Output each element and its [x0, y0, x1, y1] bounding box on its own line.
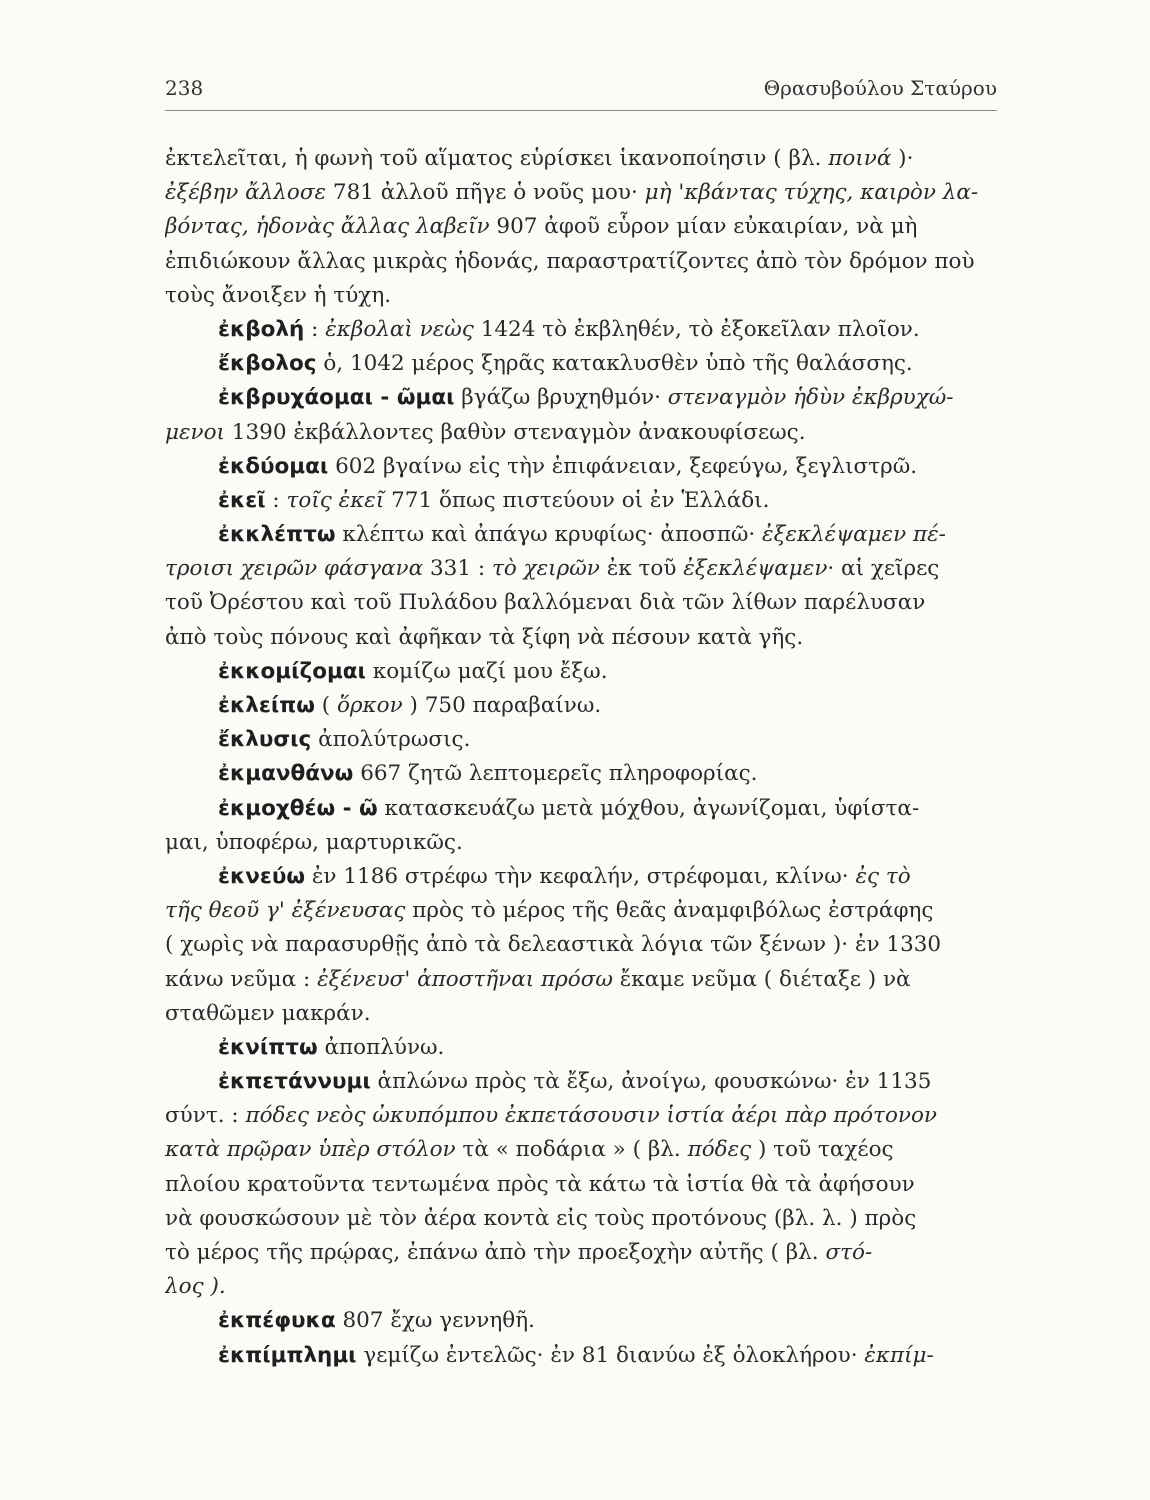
- text-line: [165, 1270, 997, 1304]
- text-line: [165, 210, 997, 244]
- headword: ἐκκλέπτω: [218, 522, 336, 548]
- italic-quote: κατὰ πρῷραν ὑπὲρ στόλον: [165, 1137, 456, 1163]
- headword: ἐκνεύω: [218, 863, 306, 889]
- text-line: [165, 586, 997, 620]
- text-span: ) τοῦ ταχέος: [751, 1137, 894, 1163]
- headword: ἐκβολή: [218, 316, 305, 342]
- entry-line: [165, 689, 997, 723]
- text-span: κομίζω μαζί μου ἔξω.: [365, 658, 608, 684]
- text-span: σύντ. :: [165, 1103, 246, 1129]
- headword: ἐκμοχθέω - ῶ: [218, 795, 378, 821]
- text-span: ἀπὸ τοὺς πόνους καὶ ἀφῆκαν τὰ ξίφη νὰ πέσουν κατὰ γῆς.: [165, 624, 804, 650]
- text-span: ἐν 1186 στρέφω τὴν κεφαλήν, στρέφομαι, κλίνω·: [305, 863, 856, 889]
- text-span: σταθῶμεν μακράν.: [165, 1000, 371, 1026]
- headword: ἐκκομίζομαι: [218, 658, 366, 684]
- italic-quote: ποινά: [828, 146, 892, 171]
- entry-line: [165, 313, 997, 347]
- text-span: · αἱ χεῖρες: [827, 556, 940, 582]
- italic-quote: ἐς τὸ: [855, 863, 911, 889]
- text-span: ἀποπλύνω.: [317, 1034, 445, 1060]
- text-span: 667 ζητῶ λεπτομερεῖς πληροφορίας.: [353, 761, 758, 787]
- text-span: ( χωρὶς νὰ παρασυρθῇς ἀπὸ τὰ δελεαστικὰ λόγια τῶν ξένων )· ἐν 1330: [165, 932, 942, 958]
- text-span: :: [265, 487, 287, 513]
- text-span: πλοίου κρατοῦντα τεντωμένα πρὸς τὰ κάτω τὰ ἱστία θὰ τὰ ἀφήσουν: [165, 1171, 915, 1197]
- entry-line: [165, 381, 997, 415]
- text-span: 807 ἔχω γεννηθῆ.: [335, 1308, 535, 1334]
- italic-quote: στό-: [825, 1240, 873, 1265]
- italic-quote: ὅρκον: [336, 693, 403, 718]
- italic-quote: τὸ χειρῶν: [491, 556, 600, 582]
- text-span: νὰ φουσκώσουν μὲ τὸν ἀέρα κοντὰ εἰς τοὺς προτόνους (βλ. λ. ) πρὸς: [165, 1205, 917, 1231]
- headword: ἐκπετάννυμι: [218, 1069, 371, 1095]
- italic-quote: ἐξένευσ' ἀποστῆναι πρόσω: [317, 966, 613, 992]
- text-line: [165, 1133, 997, 1167]
- entry-line: [165, 518, 997, 552]
- entry-line: [165, 723, 997, 757]
- italic-quote: τροισι χειρῶν φάσγανα: [165, 556, 424, 582]
- header-rule: [165, 110, 997, 111]
- text-span: 1390 ἐκβάλλοντες βαθὺν στεναγμὸν ἀνακουφίσεως.: [224, 419, 806, 445]
- text-line: [165, 894, 997, 928]
- page-number: 238: [165, 76, 204, 100]
- italic-quote: τῆς θεοῦ γ' ἐξένευσας: [165, 898, 406, 924]
- italic-quote: ἐξεκλέψαμεν: [683, 556, 828, 582]
- text-line: [165, 826, 997, 860]
- text-span: τὰ « ποδάρια » ( βλ.: [455, 1137, 688, 1163]
- text-line: [165, 997, 997, 1031]
- italic-quote: πόδες νεὸς ὠκυπόμπου ἐκπετάσουσιν ἱστία ἀέρι πὰρ πρότονον: [245, 1103, 937, 1129]
- entry-line: [165, 792, 997, 826]
- text-span: (: [314, 693, 337, 718]
- headword: ἔκβολος: [218, 351, 317, 377]
- text-line: [165, 416, 997, 450]
- italic-quote: ἐξεκλέψαμεν πέ-: [762, 522, 946, 548]
- italic-quote: βόντας, ἡδονὰς ἄλλας λαβεῖν: [165, 214, 490, 240]
- text-line: [165, 1236, 997, 1270]
- entry-line: [165, 1031, 997, 1065]
- text-span: ἁπλώνω πρὸς τὰ ἔξω, ἀνοίγω, φουσκώνω· ἐν 1135: [370, 1069, 932, 1095]
- text-line: [165, 142, 997, 176]
- text-span: μαι, ὑποφέρω, μαρτυρικῶς.: [165, 829, 463, 855]
- text-span: κάνω νεῦμα :: [165, 966, 318, 992]
- text-line: [165, 1099, 997, 1133]
- headword: ἐκπίμπλημι: [218, 1342, 357, 1368]
- entry-line: [165, 450, 997, 484]
- entry-line: [165, 860, 997, 894]
- text-span: ἐκτελεῖται, ἡ φωνὴ τοῦ αἵματος εὑρίσκει ἱκανοποίησιν ( βλ.: [165, 146, 829, 171]
- entry-line: [165, 1065, 997, 1099]
- running-title: Θρασυβούλου Σταύρου: [763, 76, 997, 100]
- entry-line: [165, 1339, 997, 1373]
- entry-line: [165, 484, 997, 518]
- italic-quote: λος ).: [165, 1274, 226, 1300]
- text-span: 781 ἀλλοῦ πῆγε ὁ νοῦς μου·: [326, 180, 645, 206]
- italic-quote: ἐξέβην ἄλλοσε: [165, 180, 327, 206]
- text-span: :: [304, 316, 326, 342]
- headword: ἐκβρυχάομαι - ῶμαι: [218, 385, 455, 411]
- text-line: [165, 279, 997, 313]
- headword: ἐκνίπτω: [218, 1034, 318, 1060]
- text-span: τοὺς ἄνοιξεν ἡ τύχη.: [165, 282, 392, 308]
- page-header: [165, 76, 997, 106]
- text-line: [165, 552, 997, 586]
- text-span: ἐκ τοῦ: [599, 556, 684, 582]
- text-span: πρὸς τὸ μέρος τῆς θεᾶς ἀναμφιβόλως ἐστράφης: [405, 898, 934, 924]
- entry-line: [165, 757, 997, 791]
- text-span: 1424 τὸ ἐκβληθέν, τὸ ἐξοκεῖλαν πλοῖον.: [473, 316, 920, 342]
- text-line: [165, 245, 997, 279]
- italic-quote: ἐκβολαὶ νεὼς: [325, 316, 474, 342]
- italic-quote: στεναγμὸν ἡδὺν ἐκβρυχώ-: [667, 385, 954, 411]
- text-span: βγάζω βρυχηθμόν·: [454, 385, 668, 411]
- text-span: τοῦ Ὀρέστου καὶ τοῦ Πυλάδου βαλλόμεναι διὰ τῶν λίθων παρέλυσαν: [165, 590, 926, 616]
- text-span: ) 750 παραβαίνω.: [402, 693, 602, 718]
- headword: ἐκεῖ: [218, 487, 266, 513]
- headword: ἐκλείπω: [218, 693, 315, 718]
- text-span: τὸ μέρος τῆς πρῴρας, ἐπάνω ἀπὸ τὴν προεξοχὴν αὐτῆς ( βλ.: [165, 1240, 826, 1265]
- text-span: ἐπιδιώκουν ἄλλας μικρὰς ἡδονάς, παραστρατίζοντες ἀπὸ τὸν δρόμον ποὺ: [165, 248, 975, 274]
- italic-quote: μενοι: [165, 419, 225, 445]
- text-line: [165, 621, 997, 655]
- headword: ἐκμανθάνω: [218, 761, 354, 787]
- text-line: [165, 1168, 997, 1202]
- text-span: ἀπολύτρωσις.: [311, 727, 471, 753]
- headword: ἐκπέφυκα: [218, 1308, 336, 1334]
- text-span: 907 ἀφοῦ εὗρον μίαν εὐκαιρίαν, νὰ μὴ: [489, 214, 918, 240]
- headword: ἐκδύομαι: [218, 453, 329, 479]
- text-span: κατασκευάζω μετὰ μόχθου, ἀγωνίζομαι, ὑφίστα-: [377, 795, 920, 821]
- text-line: [165, 928, 997, 962]
- text-line: [165, 963, 997, 997]
- italic-quote: ἐκπίμ-: [864, 1342, 934, 1368]
- lexicon-body: [165, 142, 997, 1373]
- italic-quote: τοῖς ἐκεῖ: [286, 487, 385, 513]
- text-span: ἔκαμε νεῦμα ( διέταξε ) νὰ: [612, 966, 911, 992]
- text-span: κλέπτω καὶ ἀπάγω κρυφίως· ἀποσπῶ·: [335, 522, 763, 548]
- text-span: 331 :: [423, 556, 492, 582]
- headword: ἔκλυσις: [218, 727, 312, 753]
- text-span: ὁ, 1042 μέρος ξηρᾶς κατακλυσθὲν ὑπὸ τῆς θαλάσσης.: [316, 351, 913, 377]
- entry-line: [165, 347, 997, 381]
- italic-quote: μὴ 'κβάντας τύχης, καιρὸν λα-: [644, 180, 979, 206]
- entry-line: [165, 655, 997, 689]
- entry-line: [165, 1304, 997, 1338]
- text-span: γεμίζω ἐντελῶς· ἐν 81 διανύω ἐξ ὁλοκλήρου·: [356, 1342, 865, 1368]
- text-span: 602 βγαίνω εἰς τὴν ἐπιφάνειαν, ξεφεύγω, ξεγλιστρῶ.: [328, 453, 918, 479]
- italic-quote: πόδες: [687, 1137, 752, 1163]
- text-line: [165, 176, 997, 210]
- text-span: )·: [891, 146, 914, 171]
- text-span: 771 ὅπως πιστεύουν οἱ ἐν Ἑλλάδι.: [384, 487, 770, 513]
- text-line: [165, 1202, 997, 1236]
